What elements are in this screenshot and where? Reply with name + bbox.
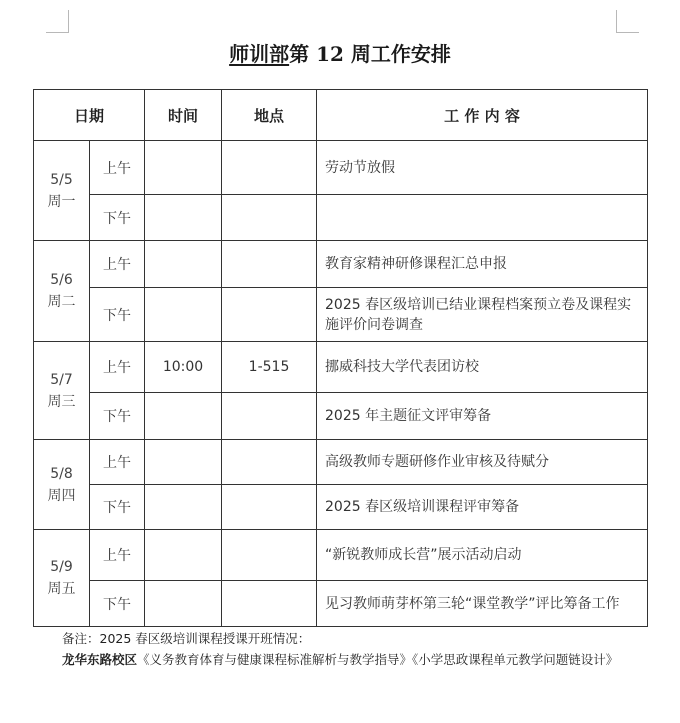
content-cell: 2025 年主题征文评审筹备	[317, 393, 648, 440]
content-cell: 高级教师专题研修作业审核及待赋分	[317, 440, 648, 485]
period-label: 下午	[90, 485, 145, 530]
time-cell	[145, 241, 222, 288]
period-label: 上午	[90, 141, 145, 195]
period-label: 上午	[90, 440, 145, 485]
title-rest: 第 12 周工作安排	[289, 42, 451, 66]
time-cell	[145, 141, 222, 195]
header-date: 日期	[34, 90, 145, 141]
content-cell: 见习教师萌芽杯第三轮“课堂教学”评比筹备工作	[317, 581, 648, 627]
table-row	[34, 581, 648, 627]
date-cell	[34, 530, 90, 627]
course-list: 《义务教育体育与健康课程标准解析与教学指导》《小学思政课程单元教学问题链设计》	[137, 652, 619, 667]
header-row	[34, 90, 648, 141]
table-row	[34, 288, 648, 342]
place-cell	[222, 581, 317, 627]
content-cell: 劳动节放假	[317, 141, 648, 195]
table-row	[34, 485, 648, 530]
content-cell: 挪威科技大学代表团访校	[317, 342, 648, 393]
content-cell	[317, 195, 648, 241]
period-label: 下午	[90, 288, 145, 342]
table-row	[34, 195, 648, 241]
place-cell: 1-515	[222, 342, 317, 393]
weekday: 周二	[47, 294, 76, 310]
table-row	[34, 530, 648, 581]
weekday: 周五	[47, 581, 76, 597]
date: 5/5	[50, 171, 73, 188]
period-label: 下午	[90, 195, 145, 241]
place-cell	[222, 288, 317, 342]
date: 5/6	[50, 272, 73, 288]
content-cell: “新锐教师成长营”展示活动启动	[317, 530, 648, 581]
notes	[62, 628, 662, 670]
time-cell	[145, 581, 222, 627]
time-cell	[145, 195, 222, 241]
period-label: 下午	[90, 581, 145, 627]
time-cell	[145, 288, 222, 342]
weekday: 周四	[47, 487, 76, 504]
place-cell	[222, 530, 317, 581]
corner-mark-right	[616, 10, 639, 33]
table-row	[34, 241, 648, 288]
notes-courses-line	[62, 649, 662, 670]
place-cell	[222, 440, 317, 485]
period-label: 上午	[90, 530, 145, 581]
date: 5/9	[50, 559, 73, 575]
weekday: 周一	[47, 193, 76, 210]
period-label: 上午	[90, 342, 145, 393]
time-cell	[145, 393, 222, 440]
schedule-table	[33, 89, 648, 627]
date-cell	[34, 141, 90, 241]
corner-mark-left	[46, 10, 69, 33]
content-cell: 教育家精神研修课程汇总申报	[317, 241, 648, 288]
time-cell	[145, 530, 222, 581]
place-cell	[222, 485, 317, 530]
notes-line: 备注：2025 春区级培训课程授课开班情况：	[62, 631, 311, 646]
table-row	[34, 440, 648, 485]
date: 5/8	[50, 465, 73, 482]
place-cell	[222, 141, 317, 195]
title-department: 师训部	[229, 42, 290, 66]
place-cell	[222, 241, 317, 288]
time-cell: 10:00	[145, 342, 222, 393]
header-place: 地点	[222, 90, 317, 141]
header-time: 时间	[145, 90, 222, 141]
campus-name: 龙华东路校区	[62, 652, 138, 667]
date: 5/7	[50, 371, 73, 388]
place-cell	[222, 195, 317, 241]
table-row	[34, 141, 648, 195]
content-cell: 2025 春区级培训已结业课程档案预立卷及课程实施评价问卷调查	[317, 288, 648, 342]
period-label: 下午	[90, 393, 145, 440]
place-cell	[222, 393, 317, 440]
date-cell	[34, 241, 90, 342]
date-cell	[34, 342, 90, 440]
period-label: 上午	[90, 241, 145, 288]
table-row	[34, 393, 648, 440]
header-content: 工 作 内 容	[317, 90, 648, 141]
date-cell	[34, 440, 90, 530]
time-cell	[145, 440, 222, 485]
page-title	[0, 38, 680, 67]
weekday: 周三	[47, 393, 76, 410]
time-cell	[145, 485, 222, 530]
content-cell: 2025 春区级培训课程评审筹备	[317, 485, 648, 530]
table-row	[34, 342, 648, 393]
